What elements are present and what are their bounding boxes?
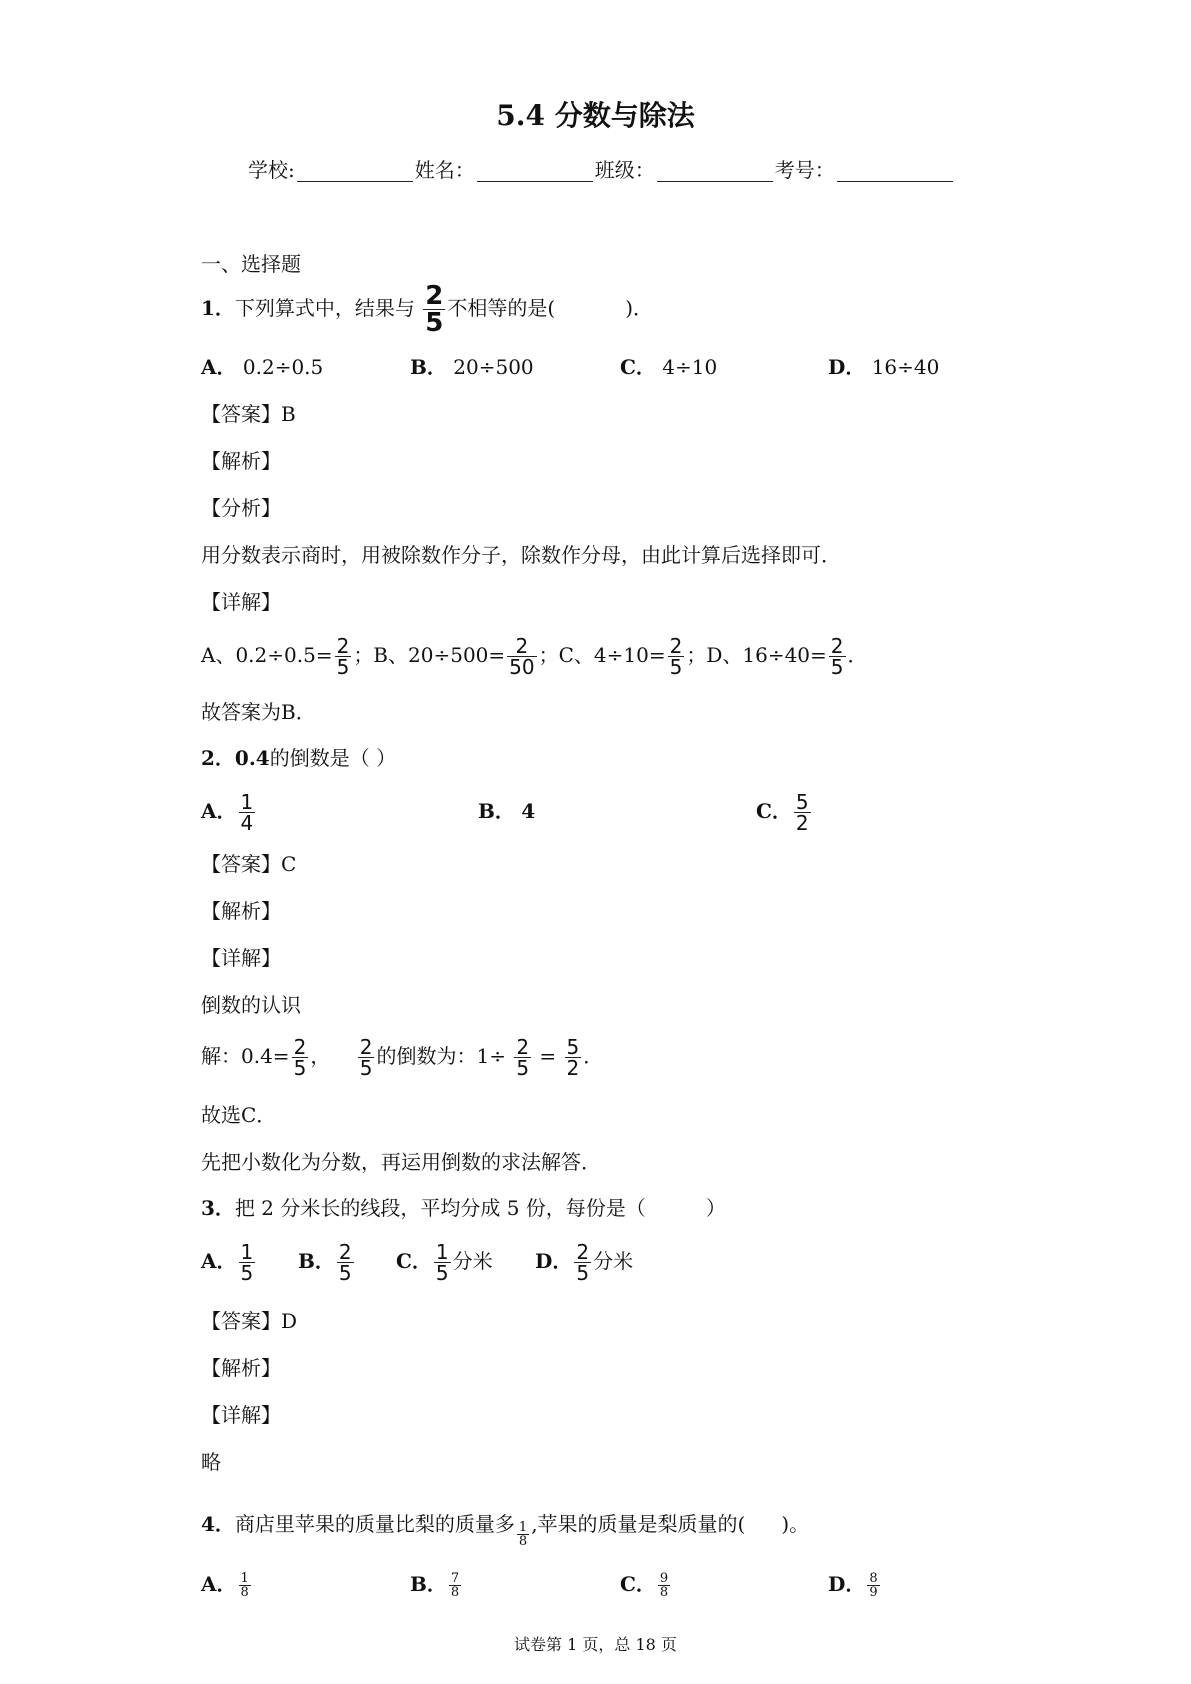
q1-fenxi-text: 用分数表示商时，用被除数作分子，除数作分母，由此计算后选择即可． [201,543,841,567]
q1-number: 1． [201,296,235,320]
q3-option-b[interactable]: B． $\frac{2}{5}$ [298,1240,352,1285]
q1-answer: 【答案】B [201,402,296,426]
exam-no-label: 考号： [774,158,835,182]
q1-fraction: $\frac{2}{5}$ [425,281,444,338]
page-footer: 试卷第 1 页，总 18 页 [514,1635,677,1654]
q1-option-a[interactable]: A． 0.2÷0.5 [201,355,324,379]
q2-xiangjie: 【详解】 [201,946,281,970]
q4-option-c[interactable]: C． $\frac{9}{8}$ [620,1571,669,1600]
name-label: 姓名： [414,158,475,182]
q1-text-before: 下列算式中，结果与 [234,296,415,320]
q1-option-b[interactable]: B． 20÷500 [410,355,534,379]
class-blank[interactable] [657,161,773,182]
exam-no-blank[interactable] [837,161,953,182]
q1-detail-frac-c: $\frac{2}{5}$ [669,634,683,679]
q2-solution: 解：0.4= $\frac{2}{5}$ ， $\frac{2}{5}$ 的倒数为：1÷ $\frac{2}{5}$ = $\frac{5}{2}$ ． [201,1035,604,1080]
section-heading: 一、选择题 [201,252,301,276]
q2-note: 先把小数化为分数，再运用倒数的求法解答． [201,1150,601,1174]
question-2: 2．0.4的倒数是（ ） [201,746,397,770]
question-4: 4．商店里苹果的质量比梨的质量多 $\frac{1}{8}$ ,苹果的质量是梨质量的( )。 [201,1512,810,1549]
q3-option-a[interactable]: A． $\frac{1}{5}$ [201,1240,254,1285]
class-label: 班级： [594,158,655,182]
q2-jiexi: 【解析】 [201,899,281,923]
q1-jiexi: 【解析】 [201,449,281,473]
q1-option-c[interactable]: C． 4÷10 [620,355,718,379]
student-info [248,158,955,182]
school-blank[interactable] [297,161,413,182]
q2-option-a[interactable]: A． $\frac{1}{4}$ [201,790,254,835]
q1-option-d[interactable]: D． 16÷40 [828,355,940,379]
q3-jiexi: 【解析】 [201,1356,281,1380]
q3-option-d[interactable]: D． $\frac{2}{5}$ 分米 [535,1240,634,1285]
q2-answer: 【答案】C [201,852,297,876]
q2-topic: 倒数的认识 [201,993,301,1017]
page-title: 5.4 分数与除法 [496,99,695,132]
q4-option-d[interactable]: D． $\frac{8}{9}$ [828,1571,878,1600]
school-label: 学校: [248,158,295,182]
q1-detail-frac-b: $\frac{2}{50}$ [509,634,535,679]
q1-detail-frac-a: $\frac{2}{5}$ [336,634,350,679]
q2-conclusion: 故选C． [201,1103,277,1127]
question-3: 3．把 2 分米长的线段，平均分成 5 份，每份是（ ） [201,1196,726,1220]
q1-xiangjie: 【详解】 [201,590,281,614]
q2-option-b[interactable]: B． 4 [478,799,536,823]
q4-option-b[interactable]: B． $\frac{7}{8}$ [410,1571,460,1600]
q1-conclusion: 故答案为B． [201,700,316,724]
name-blank[interactable] [477,161,593,182]
q1-detail-frac-d: $\frac{2}{5}$ [830,634,844,679]
q1-fenxi: 【分析】 [201,496,281,520]
q3-xiangjie: 【详解】 [201,1403,281,1427]
question-1: 1．下列算式中，结果与 $\frac{2}{5}$ 不相等的是( )． [201,281,653,338]
q2-option-c[interactable]: C． $\frac{5}{2}$ [756,790,809,835]
q4-option-a[interactable]: A． $\frac{1}{8}$ [201,1571,249,1600]
q3-option-c[interactable]: C． $\frac{1}{5}$ 分米 [396,1240,493,1285]
q3-detail: 略 [201,1450,221,1474]
q1-detail: A、0.2÷0.5= $\frac{2}{5}$ ；B、20÷500= $\frac{2}{50}$ ；C、4÷10= $\frac{2}{5}$ ；D、16÷40= $\frac{2}{5}$ ． [201,634,868,679]
q1-text-after: 不相等的是( [447,296,556,320]
q3-answer: 【答案】D [201,1309,298,1333]
